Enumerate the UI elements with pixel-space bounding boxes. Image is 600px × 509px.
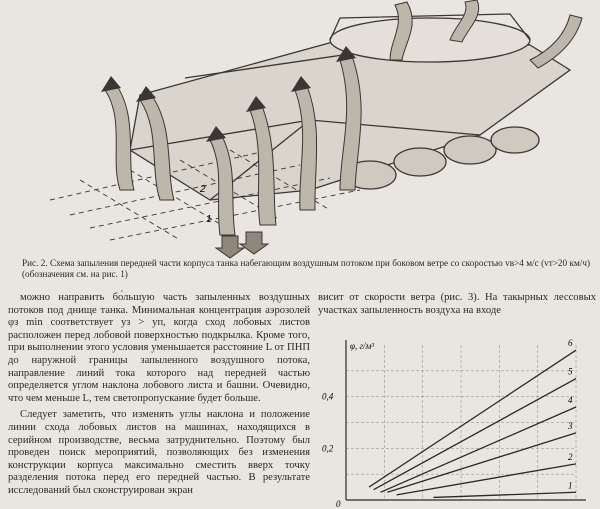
tank-airflow-figure <box>10 0 600 262</box>
series-label-4: 4 <box>568 395 573 405</box>
series-line-3 <box>387 433 576 492</box>
series-label-3: 3 <box>568 420 573 431</box>
y-tick-label: 0,4 <box>322 391 334 402</box>
series-label-1: 1 <box>568 480 573 491</box>
dust-concentration-chart <box>318 330 600 509</box>
figure-label-2: 2 <box>200 184 206 195</box>
paragraph: Следует заметить, что изменять углы наклона и положение линии схода лобовых листов на машинах, находящихся в серийном производстве, весьма затруднительно. Поэтому был проведен поиск мероприятий, позволяющих без изменения конструкции корпуса максимально сместить вверх точку разделения потока перед его передней частью. В результате исследований был сконструирован экран <box>8 409 310 496</box>
paragraph: можно направить бо́льшую часть запыленных воздушных потоков под днище танка. Минимальная концентрация аэрозолей φз min соответствует yз > yп, когда сход лобовых листов расположен перед лобовой поверхностью подкрылка. Кроме того, при выполнении этого условия уменьшается расстояние L от ПНП до наружной границы запыленного воздушного потока, направление линий тока которого над передней частью определяется углом наклона лобового листа и башни. Очевидно, что чем меньше L, тем светопропускание будет больше. <box>8 292 310 404</box>
right-column-text: висит от скорости ветра (рис. 3). На такырных лессовых участках запыленность воздуха на входе <box>318 292 596 316</box>
chart-series <box>369 350 576 497</box>
chart-labels <box>322 338 573 509</box>
y-tick-label: 0,2 <box>322 443 334 454</box>
y-axis-label: φ, г/м³ <box>350 341 374 351</box>
figure-label-1: 1 <box>206 214 212 225</box>
series-label-5: 5 <box>568 366 573 377</box>
figure-caption: Рис. 2. Схема запыления передней части корпуса танка набегающим воздушным потоком при боковом ветре со скоростью vв>4 м/с (vт>20 км/ч) (обозначения см. на рис. 1) <box>22 258 590 279</box>
x-origin-label: 0 <box>336 499 341 509</box>
series-line-1 <box>433 492 576 497</box>
chart-axes <box>346 340 586 500</box>
series-line-2 <box>397 464 576 495</box>
left-column <box>8 292 310 502</box>
series-label-2: 2 <box>568 451 573 462</box>
series-label-6: 6 <box>568 338 573 349</box>
series-line-5 <box>374 379 576 490</box>
series-line-4 <box>381 407 577 492</box>
